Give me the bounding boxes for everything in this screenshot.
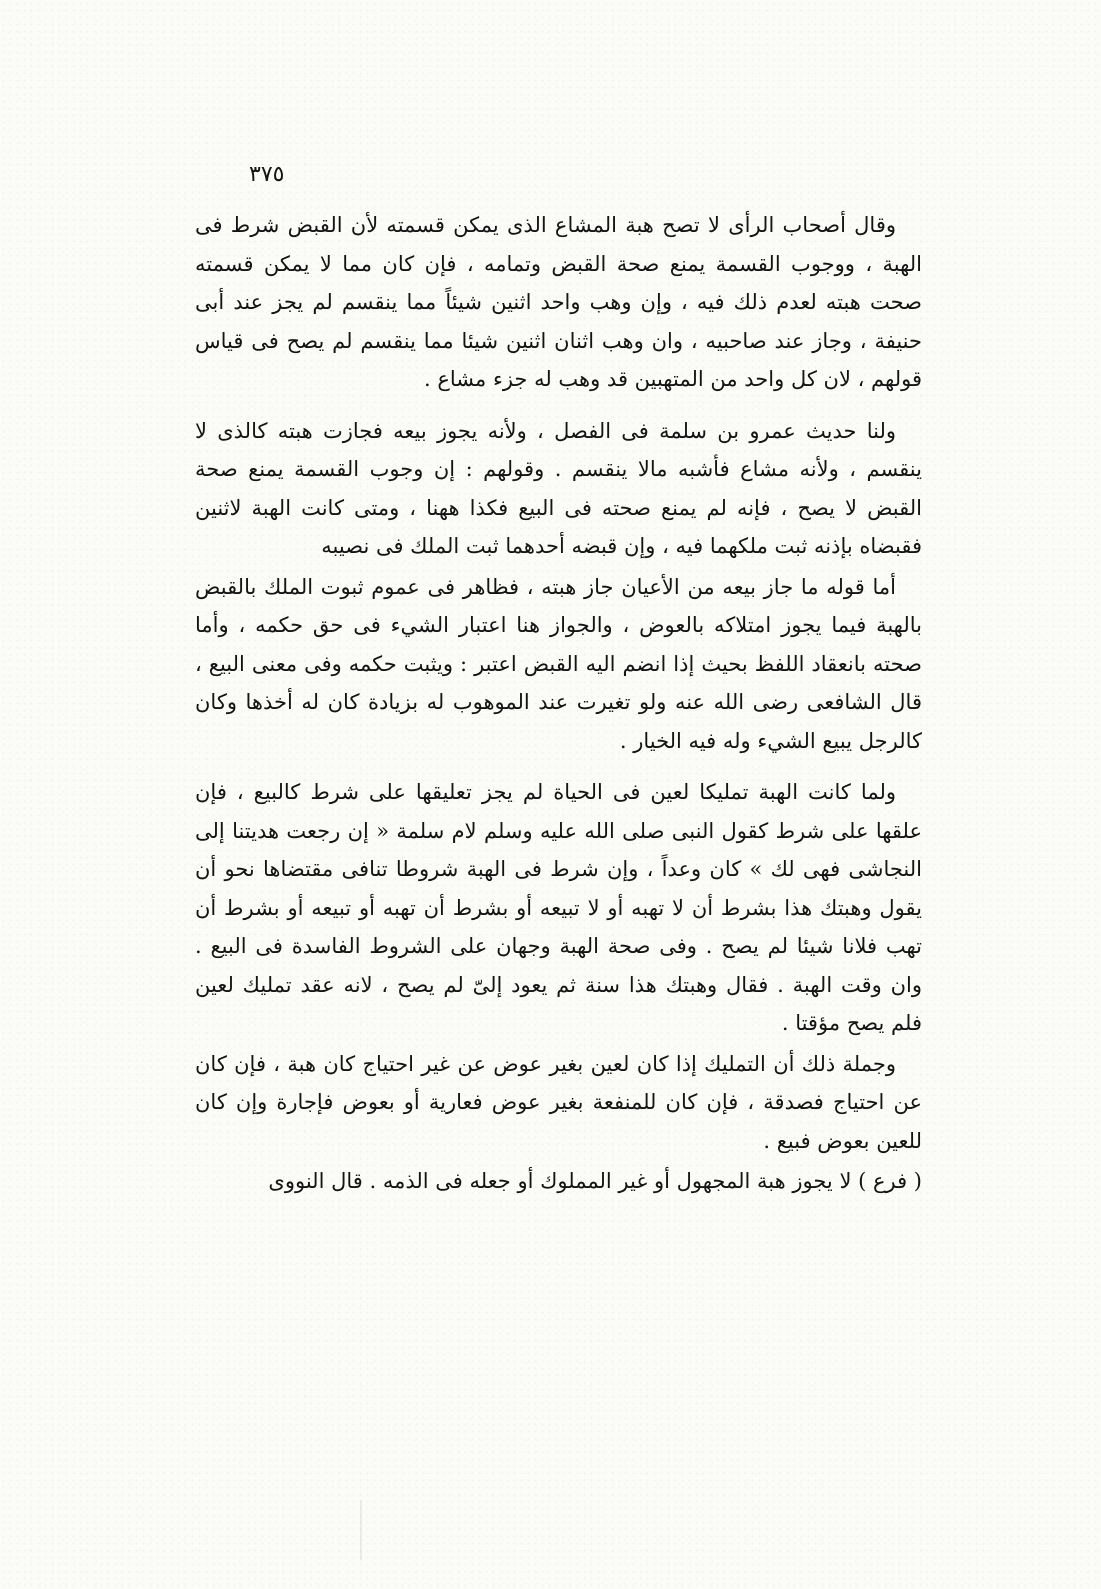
- page-number: ٣٧٥: [249, 162, 285, 187]
- paragraph-4: ولما كانت الهبة تمليكا لعين فى الحياة لم يجز تعليقها على شرط كالبيع ، فإن علقها على شرط كقول النبى صلى الله عليه وسلم لام سلمة « إن رجعت هديتنا إلى النجاشى فهى لك » كان وعداً ، وإن شرط فى الهبة شروطا تنافى مقتضاها نحو أن يقول وهبتك هذا بشرط أن لا تهبه أو لا تبيعه أو بشرط أن تهبه أو تبيعه أو بشرط أن تهب فلانا شيئا لم يصح . وفى صحة الهبة وجهان على الشروط الفاسدة فى البيع . وان وقت الهبة . فقال وهبتك هذا سنة ثم يعود إلىّ لم يصح ، لانه عقد تمليك لعين فلم يصح مؤقتا .: [195, 780, 922, 1035]
- paragraph-3: أما قوله ما جاز بيعه من الأعيان جاز هبته ، فظاهر فى عموم ثبوت الملك بالقبض بالهبة فيما يجوز امتلاكه بالعوض ، والجواز هنا اعتبار الشيء فى حق حكمه ، وأما صحته بانعقاد اللفظ بحيث إذا انضم اليه القبض اعتبر : ويثبت حكمه وفى معنى البيع ، قال الشافعى رضى الله عنه ولو تغيرت عند الموهوب له بزيادة كان له أخذها وكان كالرجل يبيع الشيء وله فيه الخيار .: [195, 574, 922, 753]
- paragraph-1: وقال أصحاب الرأى لا تصح هبة المشاع الذى يمكن قسمته لأن القبض شرط فى الهبة ، ووجوب القسمة يمنع صحة القبض وتمامه ، فإن كان مما لا يمكن قسمته صحت هبته لعدم ذلك فيه ، وإن وهب واحد اثنين شيئاً مما ينقسم لم يجز عند أبى حنيفة ، وجاز عند صاحبيه ، وان وهب اثنان اثنين شيئا مما ينقسم لم يصح فى قياس قولهم ، لان كل واحد من المتهبين قد وهب له جزء مشاع .: [195, 213, 922, 391]
- paragraph-6: ( فرع ) لا يجوز هبة المجهول أو غير المملوك أو جعله فى الذمه . قال النووى: [268, 1169, 922, 1193]
- scan-artifact: [360, 1500, 362, 1560]
- body-text: [195, 206, 922, 1201]
- paragraph-5: وجملة ذلك أن التمليك إذا كان لعين بغير عوض عن غير احتياج كان هبة ، فإن كان عن احتياج فصدقة ، فإن كان للمنفعة بغير عوض فعارية أو بعوض فإجارة وإن كان للعين بعوض فبيع .: [195, 1051, 922, 1153]
- paragraph-2: ولنا حديث عمرو بن سلمة فى الفصل ، ولأنه يجوز بيعه فجازت هبته كالذى لا ينقسم ، ولأنه مشاع فأشبه مالا ينقسم . وقولهم : إن وجوب القسمة يمنع صحة القبض لا يصح ، فإنه لم يمنع صحته فى البيع فكذا ههنا ، ومتى كانت الهبة لاثنين فقبضاه بإذنه ثبت ملكهما فيه ، وإن قبضه أحدهما ثبت الملك فى نصيبه: [195, 418, 922, 558]
